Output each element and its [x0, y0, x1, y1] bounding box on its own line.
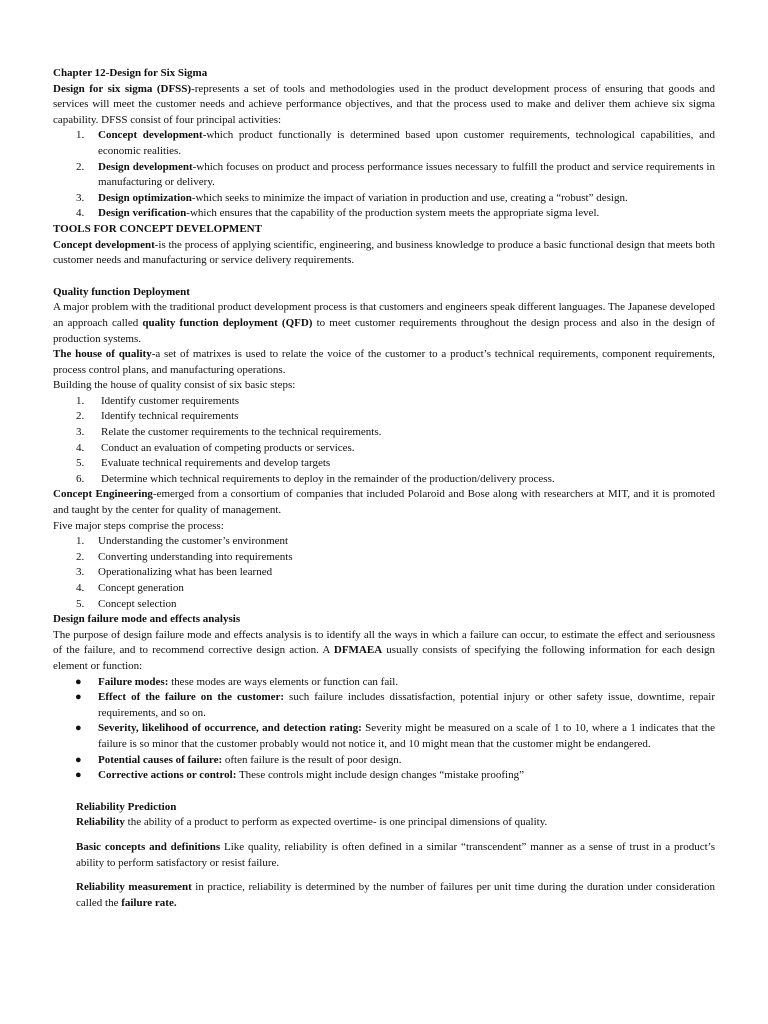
reliability-text: the ability of a product to perform as expected overtime- is one principal dimensions of quality.: [124, 816, 548, 829]
list-item: [53, 191, 715, 207]
spacer: [53, 784, 715, 800]
list-item: [53, 128, 715, 159]
qfd-term: quality function deployment (QFD): [142, 316, 313, 329]
house-of-quality-term: The house of quality: [53, 348, 152, 361]
dfss-term: Design for six sigma (DFSS): [53, 82, 192, 95]
list-item: [53, 472, 715, 488]
item-text: Concept generation: [98, 582, 184, 594]
list-item: [53, 721, 715, 752]
item-number: 6.: [76, 472, 85, 485]
item-number: 3.: [76, 566, 85, 579]
list-item: [53, 160, 715, 191]
five-steps-list: [53, 534, 715, 612]
list-item: [53, 394, 715, 410]
item-text: Identify customer requirements: [101, 394, 240, 407]
item-number: 5.: [76, 457, 85, 470]
reliability-paragraph: [76, 815, 715, 831]
item-number: 2.: [76, 410, 85, 423]
list-item: [53, 550, 715, 566]
list-item: [53, 753, 715, 769]
document-body: [53, 66, 715, 911]
item-text: such failure includes dissatisfaction, potential injury or other safety issue, downtime, repair requirements, and so on.: [98, 691, 715, 719]
list-item: [53, 409, 715, 425]
item-term: Potential causes of failure:: [98, 753, 223, 766]
list-item: [53, 425, 715, 441]
dfmea-heading: Design failure mode and effects analysis: [53, 613, 241, 626]
list-item: [53, 534, 715, 550]
house-steps-intro: Building the house of quality consist of six basic steps:: [53, 379, 296, 392]
item-number: 3.: [76, 426, 85, 439]
dfmea-items-list: [53, 675, 715, 784]
bullet-icon: ●: [75, 675, 82, 688]
qfd-text: A major problem with the traditional product development process is that customers and engineers speak different languages. The Japanese developed an approach called: [53, 301, 715, 329]
reliability-measurement-text: in practice, reliability is determined by the number of failures per unit time during the duration under consideration called the: [76, 881, 715, 909]
reliability-heading: Reliability Prediction: [76, 800, 177, 813]
basic-concepts-term: Basic concepts and definitions: [76, 840, 221, 853]
item-number: 1.: [76, 394, 85, 407]
item-text: -which product functionally is determined based upon customer requirements, technological capabilities, and economic realities.: [98, 129, 715, 157]
item-term: Design verification: [98, 207, 187, 220]
item-term: Failure modes:: [98, 675, 169, 688]
item-number: 3.: [76, 191, 85, 204]
dfmea-paragraph: [53, 628, 715, 675]
concept-engineering-text: -emerged from a consortium of companies that included Polaroid and Bose along with researchers at MIT, and it is promoted and taught by the center for quality of management.: [53, 488, 715, 517]
reliability-measurement-term: Reliability measurement: [76, 881, 192, 894]
item-term: Severity, likelihood of occurrence, and detection rating:: [98, 722, 362, 735]
list-item: [53, 565, 715, 581]
list-item: [53, 690, 715, 721]
item-text: -which ensures that the capability of the production system meets the appropriate sigma level.: [186, 207, 600, 220]
list-item: [53, 597, 715, 613]
qfd-heading: Quality function Deployment: [53, 285, 190, 298]
list-item: [53, 675, 715, 691]
failure-rate-term: failure rate.: [121, 896, 177, 909]
item-number: 2.: [76, 160, 85, 173]
concept-development-paragraph: [53, 238, 715, 269]
concept-development-term: Concept development: [53, 238, 155, 251]
dfss-paragraph: [53, 82, 715, 129]
dfmea-text: The purpose of design failure mode and effects analysis is to identify all the ways in which a failure can occur, to estimate the effect and seriousness of the failure, and to recommend corrective design action. A: [53, 628, 715, 657]
concept-development-text: -is the process of applying scientific, engineering, and business knowledge to produce a basic functional design that meets both customer needs and manufacturing or service delivery requirements.: [53, 238, 715, 267]
item-text: Operationalizing what has been learned: [98, 566, 273, 579]
item-text: Converting understanding into requirements: [98, 550, 293, 563]
item-text: -which seeks to minimize the impact of variation in production and use, creating a “robust” design.: [191, 191, 628, 204]
basic-concepts-paragraph: [76, 840, 715, 871]
tools-heading: TOOLS FOR CONCEPT DEVELOPMENT: [53, 222, 262, 235]
item-term: Design development: [98, 160, 193, 173]
item-text: Identify technical requirements: [101, 410, 239, 423]
item-number: 4.: [76, 441, 85, 454]
list-item: [53, 581, 715, 597]
item-text: Evaluate technical requirements and develop targets: [101, 457, 331, 470]
item-number: 1.: [76, 129, 85, 142]
house-of-quality-text: -a set of matrixes is used to relate the voice of the customer to a product’s technical requirements, component requirements, process control plans, and manufacturing operations.: [53, 348, 715, 376]
item-term: Design optimization: [98, 191, 192, 204]
item-text: Understanding the customer’s environment: [98, 535, 289, 548]
item-text: Concept selection: [98, 597, 177, 610]
item-text: Conduct an evaluation of competing products or services.: [101, 441, 355, 454]
qfd-text: to meet customer requirements throughout the design process and also in the design of production systems.: [53, 316, 715, 345]
bullet-icon: ●: [75, 769, 82, 782]
item-text: Determine which technical requirements to deploy in the remainder of the production/delivery process.: [101, 472, 555, 485]
basic-concepts-text: Like quality, reliability is often defined in a similar “transcendent” manner as a sense of trust in a product’s ability to perform satisfactory or resist failure.: [76, 840, 715, 869]
qfd-paragraph: [53, 300, 715, 347]
item-term: Concept development: [98, 129, 203, 142]
concept-engineering-paragraph: [53, 487, 715, 518]
dfss-text: -represents a set of tools and methodologies used in the product development process of ensuring that goods and services will meet the customer needs and achieve performance objectives, and that the process used to make and deliver them achieve six sigma capability. DFSS consist of four principal activities:: [53, 82, 715, 126]
bullet-icon: ●: [75, 691, 82, 704]
item-term: Corrective actions or control:: [98, 769, 237, 782]
activities-list: [53, 128, 715, 222]
item-term: Effect of the failure on the customer:: [98, 691, 285, 704]
item-text: often failure is the result of poor design.: [222, 753, 402, 766]
house-of-quality-paragraph: [53, 347, 715, 378]
item-number: 2.: [76, 550, 85, 563]
list-item: [53, 206, 715, 222]
reliability-term: Reliability: [76, 816, 125, 829]
dfmea-text: usually consists of specifying the following information for each design element or function:: [53, 644, 715, 672]
reliability-measurement-paragraph: [76, 880, 715, 911]
spacer: [53, 269, 715, 285]
list-item: [53, 768, 715, 784]
item-text: These controls might include design changes “mistake proofing”: [236, 769, 524, 782]
bullet-icon: ●: [75, 722, 82, 735]
reliability-section: [53, 800, 715, 912]
concept-engineering-term: Concept Engineering: [53, 488, 153, 501]
list-item: [53, 456, 715, 472]
item-number: 4.: [76, 207, 85, 220]
item-text: these modes are ways elements or function can fail.: [168, 675, 399, 688]
list-item: [53, 441, 715, 457]
dfmea-term: DFMAEA: [333, 644, 383, 657]
item-number: 5.: [76, 597, 85, 610]
bullet-icon: ●: [75, 753, 82, 766]
five-steps-intro: Five major steps comprise the process:: [53, 519, 224, 532]
item-text: -which focuses on product and process performance issues necessary to fulfill the product and service requirements in manufacturing or delivery.: [98, 160, 715, 189]
chapter-title: Chapter 12-Design for Six Sigma: [53, 67, 208, 79]
item-text: Severity might be measured on a scale of 1 to 10, where a 1 indicates that the failure is so minor that the customer probably would not notice it, and 10 might mean that the customer might be endangered.: [98, 722, 715, 750]
house-steps-list: [53, 394, 715, 488]
item-number: 4.: [76, 582, 85, 594]
item-number: 1.: [76, 535, 85, 548]
item-text: Relate the customer requirements to the technical requirements.: [101, 426, 382, 439]
